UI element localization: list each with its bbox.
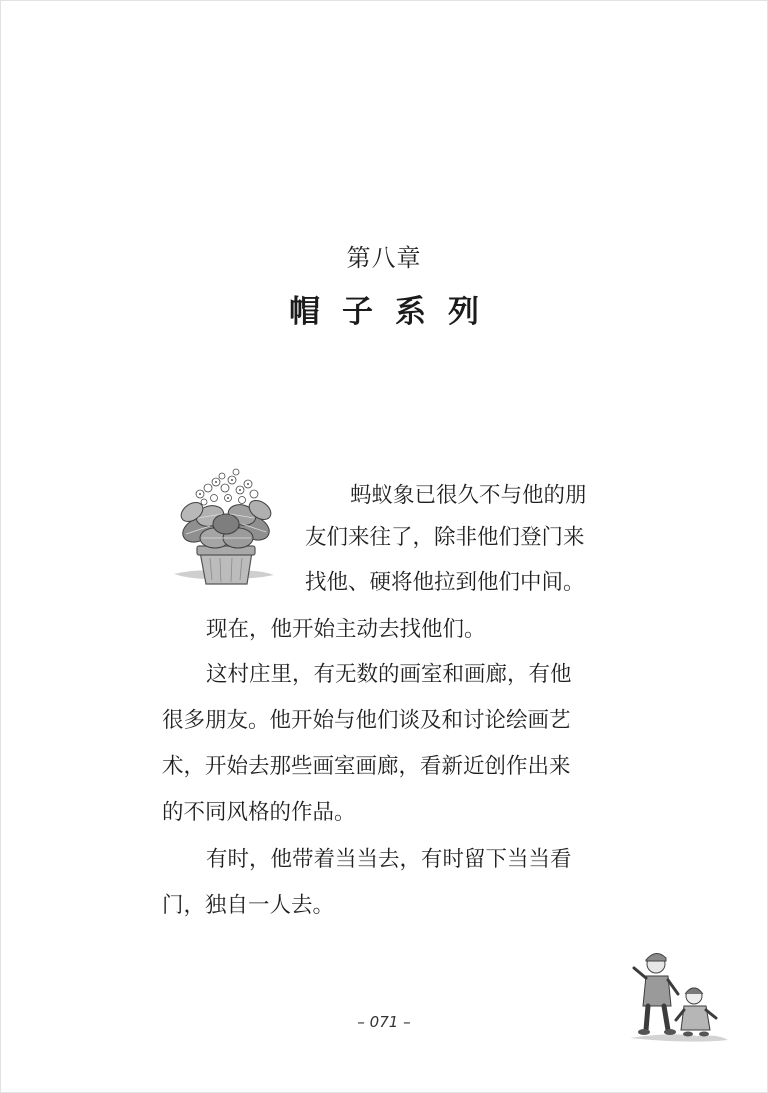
text-line-6: 很多朋友。他开始与他们谈及和讨论绘画艺 [162,708,571,733]
text-line-8: 的不同风格的作品。 [162,800,356,825]
chapter-number: 第八章 [346,244,422,272]
text-line-10: 门，独自一人去。 [162,893,335,918]
page-number: – 071 – [357,1013,411,1031]
chapter-title: 帽子系列 [289,294,501,330]
flowerpot-illustration [170,468,280,593]
text-line-3: 找他、硬将他拉到他们中间。 [305,570,585,595]
text-line-4: 现在，他开始主动去找他们。 [206,617,486,642]
text-line-2: 友们来往了，除非他们登门来 [305,525,585,550]
text-line-7: 术，开始去那些画室画廊，看新近创作出来 [162,754,571,779]
text-line-9: 有时，他带着当当去，有时留下当当看 [206,847,572,872]
text-line-5: 这村庄里，有无数的画室和画廊，有他 [206,662,572,687]
text-line-1: 蚂蚁象已很久不与他的朋 [350,483,587,508]
